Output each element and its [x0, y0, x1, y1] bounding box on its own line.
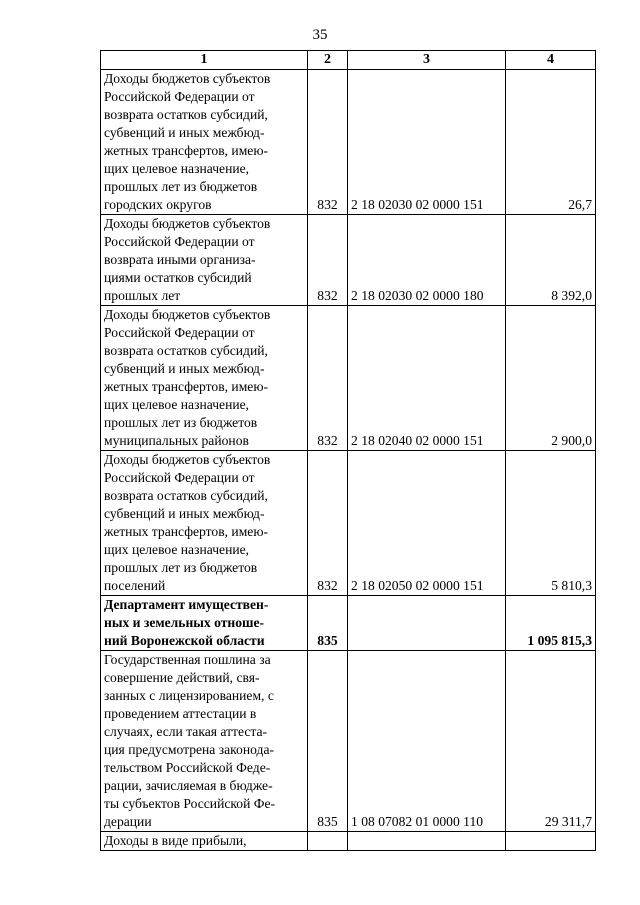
- column-header-3: 3: [348, 51, 506, 70]
- administrator-code: 832: [308, 70, 348, 215]
- table-row: [101, 70, 596, 215]
- administrator-code: 832: [308, 306, 348, 451]
- column-header-2: 2: [308, 51, 348, 70]
- budget-classification-code: [348, 832, 506, 851]
- revenue-name: Доходы в виде прибыли,: [101, 832, 308, 851]
- table-row: [101, 306, 596, 451]
- table-header-row: [101, 51, 596, 70]
- table-row: [101, 651, 596, 832]
- revenue-name: Доходы бюджетов субъектов Российской Федерации от возврата иными организа- циями остатков субсидий прошлых лет: [101, 215, 308, 306]
- amount: 2 900,0: [506, 306, 596, 451]
- budget-revenue-table: [100, 50, 596, 851]
- revenue-name: Доходы бюджетов субъектов Российской Федерации от возврата остатков субсидий, субвенций и иных межбюд- жетных трансфертов, имею- щих целевое назначение, прошлых лет из бюджетов поселений: [101, 451, 308, 596]
- amount: 5 810,3: [506, 451, 596, 596]
- administrator-code: 835: [308, 651, 348, 832]
- department-total-amount: 1 095 815,3: [506, 596, 596, 651]
- administrator-code: 832: [308, 215, 348, 306]
- budget-classification-code: [348, 596, 506, 651]
- budget-classification-code: 2 18 02040 02 0000 151: [348, 306, 506, 451]
- administrator-code: 835: [308, 596, 348, 651]
- table-row: [101, 832, 596, 851]
- amount: 29 311,7: [506, 651, 596, 832]
- administrator-code: 832: [308, 451, 348, 596]
- amount: [506, 832, 596, 851]
- budget-classification-code: 2 18 02030 02 0000 151: [348, 70, 506, 215]
- table-row: [101, 451, 596, 596]
- table-row: [101, 215, 596, 306]
- department-total-row: [101, 596, 596, 651]
- column-header-4: 4: [506, 51, 596, 70]
- revenue-name: Доходы бюджетов субъектов Российской Федерации от возврата остатков субсидий, субвенций и иных межбюд- жетных трансфертов, имею- щих целевое назначение, прошлых лет из бюджетов муниципальных районов: [101, 306, 308, 451]
- budget-classification-code: 2 18 02050 02 0000 151: [348, 451, 506, 596]
- administrator-code: [308, 832, 348, 851]
- amount: 8 392,0: [506, 215, 596, 306]
- amount: 26,7: [506, 70, 596, 215]
- department-name: Департамент имуществен- ных и земельных отноше- ний Воронежской области: [101, 596, 308, 651]
- budget-classification-code: 2 18 02030 02 0000 180: [348, 215, 506, 306]
- budget-classification-code: 1 08 07082 01 0000 110: [348, 651, 506, 832]
- revenue-name: Доходы бюджетов субъектов Российской Федерации от возврата остатков субсидий, субвенций и иных межбюд- жетных трансфертов, имею- щих целевое назначение, прошлых лет из бюджетов городских округов: [101, 70, 308, 215]
- revenue-name: Государственная пошлина за совершение действий, свя- занных с лицензированием, с проведением аттестации в случаях, если такая аттеста- ция предусмотрена законода- тельством Российской Феде- рации, зачисляемая в бюдже- ты субъектов Российской Фе- дерации: [101, 651, 308, 832]
- page-number: 35: [312, 27, 328, 43]
- column-header-1: 1: [101, 51, 308, 70]
